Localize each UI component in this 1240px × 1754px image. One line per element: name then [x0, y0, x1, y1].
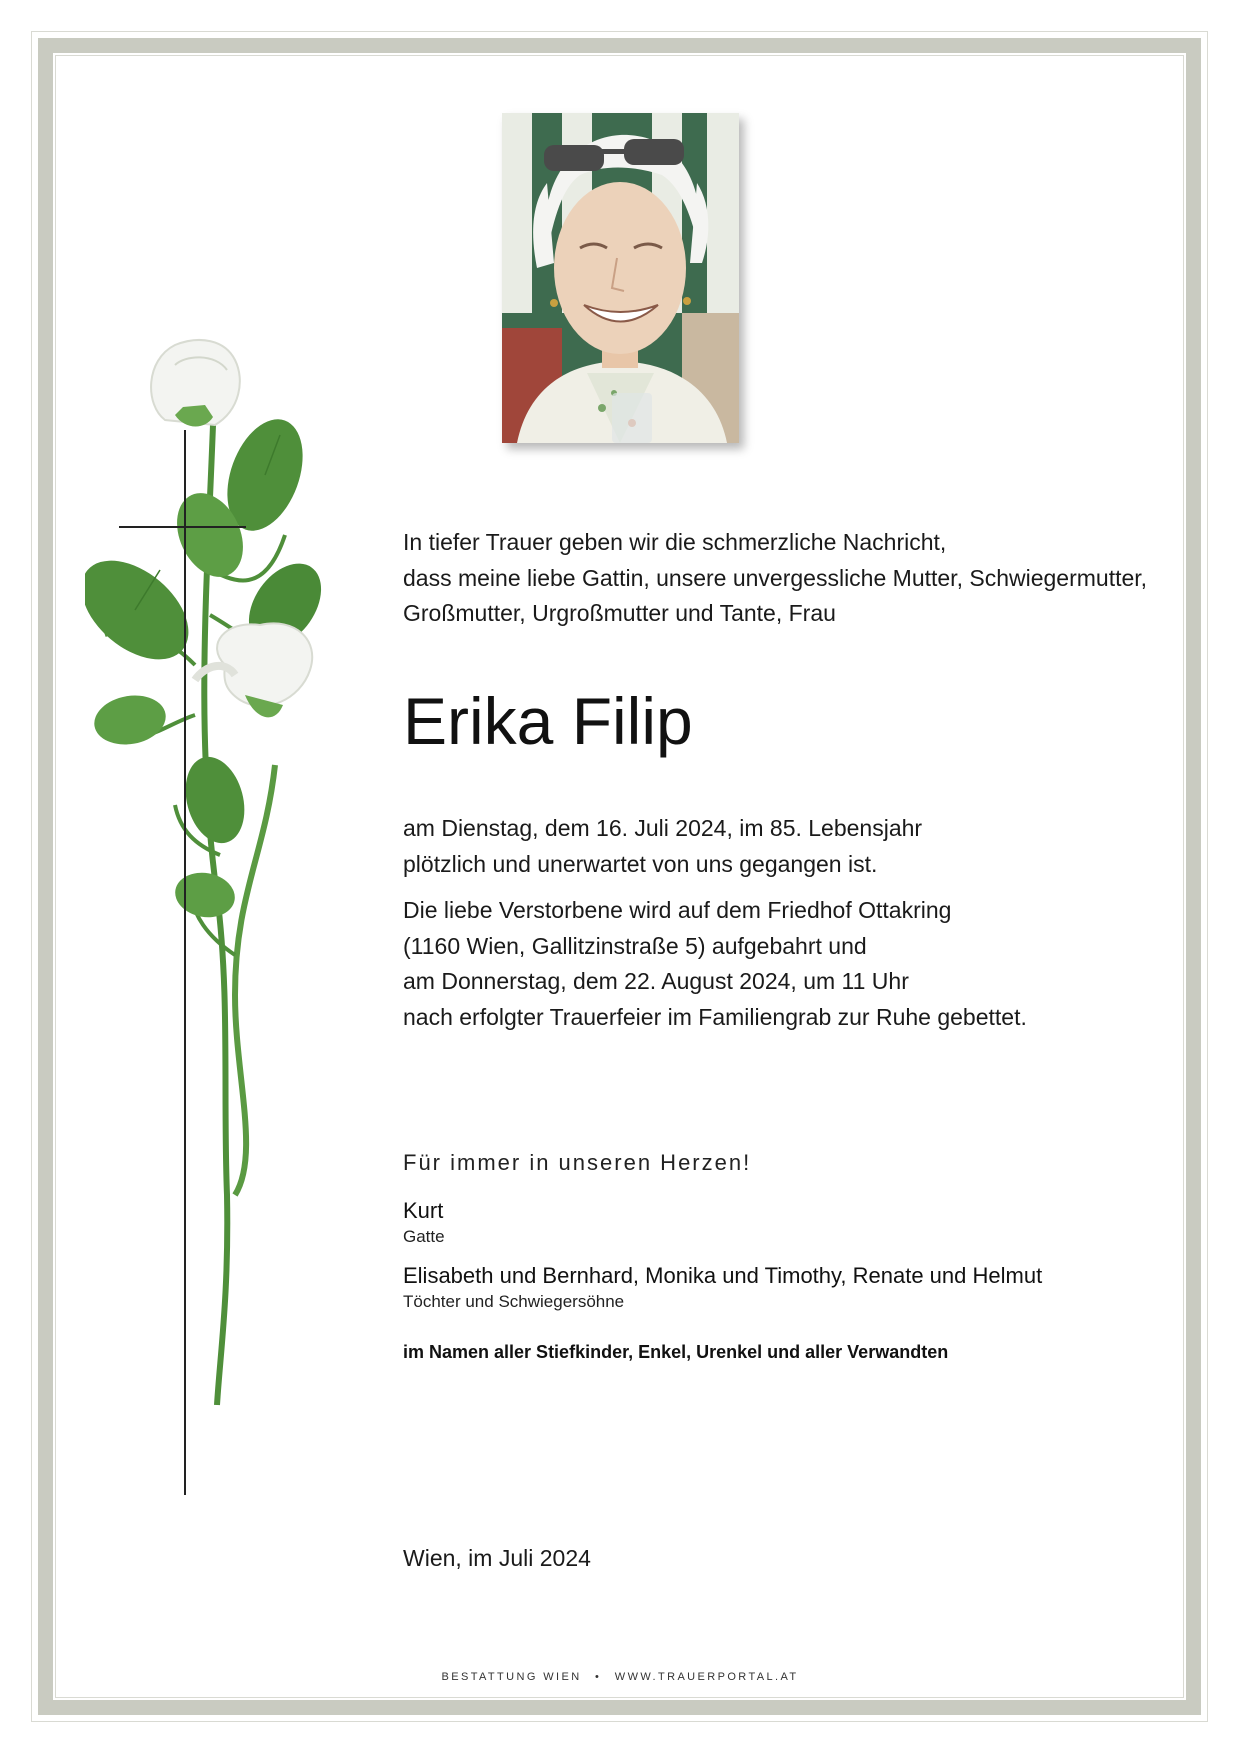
portrait-photo	[502, 113, 739, 443]
burial-details	[403, 893, 1027, 1035]
footer-credit	[0, 1671, 1240, 1683]
burial-line: am Donnerstag, dem 22. August 2024, um 11 Uhr	[403, 968, 909, 994]
death-line: plötzlich und unerwartet von uns gegangen ist.	[403, 850, 878, 877]
death-notice	[403, 811, 922, 882]
burial-line: Die liebe Verstorbene wird auf dem Friedhof Ottakring	[403, 897, 952, 923]
footer-company: BESTATTUNG WIEN	[441, 1671, 582, 1683]
footer-separator: •	[595, 1671, 602, 1683]
mourner-relation: Gatte	[403, 1227, 445, 1246]
memorial-cross-icon	[184, 430, 186, 1495]
mourner-relation: Töchter und Schwiegersöhne	[403, 1292, 625, 1311]
intro-line: Großmutter, Urgroßmutter und Tante, Frau	[403, 600, 836, 626]
deceased-name: Erika Filip	[403, 684, 693, 758]
burial-line: nach erfolgter Trauerfeier im Familiengrab zur Ruhe gebettet.	[403, 1003, 1027, 1030]
announcement-intro	[403, 525, 1147, 632]
memorial-cross-bar	[119, 526, 246, 528]
intro-line: In tiefer Trauer geben wir die schmerzliche Nachricht,	[403, 529, 947, 555]
burial-line: (1160 Wien, Gallitzinstraße 5) aufgebahrt und	[403, 932, 867, 959]
family-note: im Namen aller Stiefkinder, Enkel, Urenkel und aller Verwandten	[403, 1342, 949, 1362]
intro-line: dass meine liebe Gattin, unsere unvergessliche Mutter, Schwiegermutter,	[403, 564, 1148, 591]
mourner-entry	[403, 1263, 1042, 1312]
mourner-name: Kurt	[403, 1198, 444, 1223]
memorial-motto: Für immer in unseren Herzen!	[403, 1150, 752, 1175]
mourner-entry	[403, 1198, 445, 1247]
place-date: Wien, im Juli 2024	[403, 1545, 591, 1571]
footer-website-link[interactable]: WWW.TRAUERPORTAL.AT	[614, 1671, 799, 1683]
white-rose-icon	[85, 335, 365, 1415]
mourner-name: Elisabeth und Bernhard, Monika und Timothy, Renate und Helmut	[403, 1263, 1043, 1288]
death-line: am Dienstag, dem 16. Juli 2024, im 85. Lebensjahr	[403, 815, 923, 841]
